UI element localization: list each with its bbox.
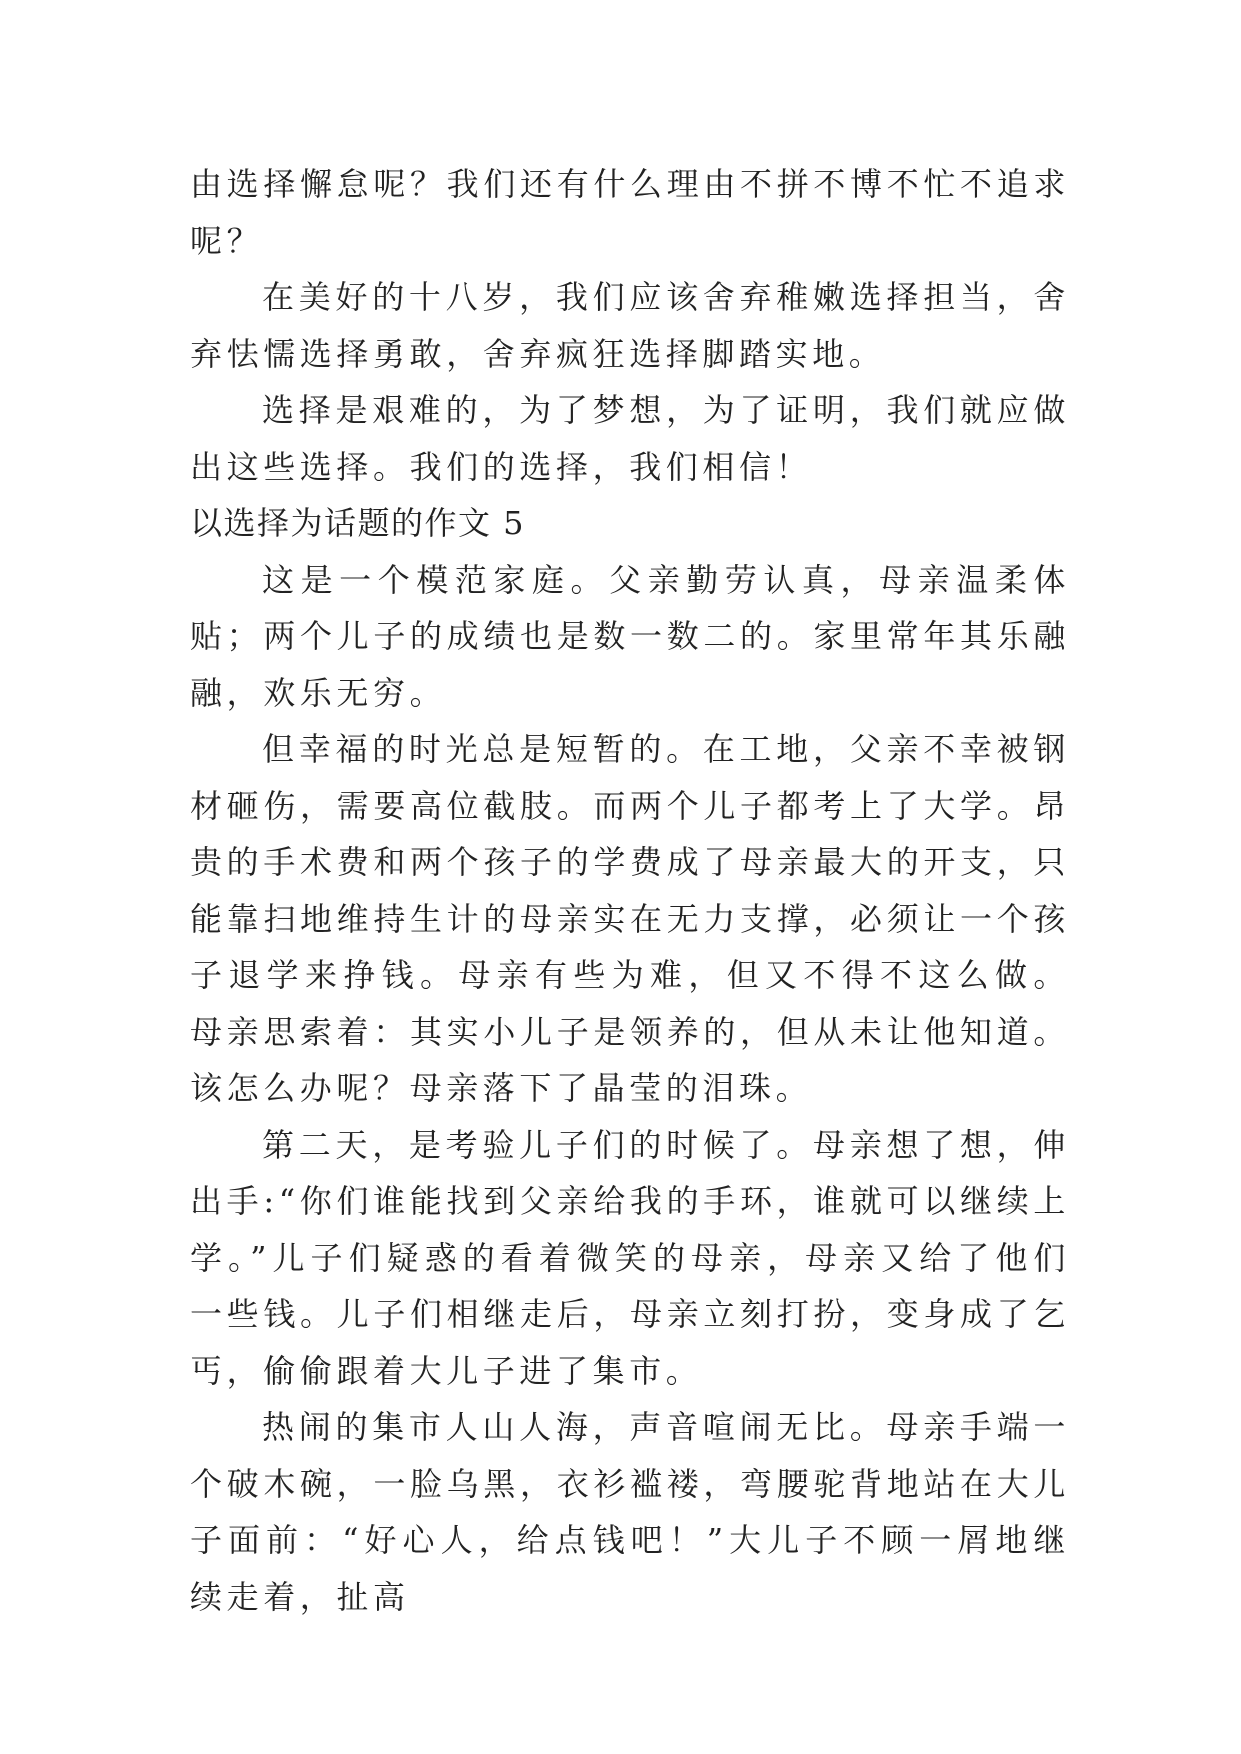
continuation-paragraph: 由选择懈怠呢？我们还有什么理由不拼不博不忙不追求呢？	[190, 165, 1070, 260]
paragraph: 热闹的集市人山人海，声音喧闹无比。母亲手端一个破木碗，一脸乌黑，衣衫褴褛，弯腰驼背地站在大儿子面前：“好心人，给点钱吧！”大儿子不顾一屑地继续走着，扯高	[190, 1408, 1070, 1616]
document-body	[190, 156, 1070, 1625]
paragraph: 在美好的十八岁，我们应该舍弃稚嫩选择担当，舍弃怯懦选择勇敢，舍弃疯狂选择脚踏实地。	[190, 278, 1070, 373]
paragraph: 选择是艰难的，为了梦想，为了证明，我们就应做出这些选择。我们的选择，我们相信！	[190, 391, 1070, 486]
paragraph: 这是一个模范家庭。父亲勤劳认真，母亲温柔体贴；两个儿子的成绩也是数一数二的。家里常年其乐融融，欢乐无穷。	[190, 560, 1070, 712]
paragraph: 第二天，是考验儿子们的时候了。母亲想了想，伸出手:“你们谁能找到父亲给我的手环，谁就可以继续上学。”儿子们疑惑的看着微笑的母亲，母亲又给了他们一些钱。儿子们相继走后，母亲立刻打扮，变身成了乞丐，偷偷跟着大儿子进了集市。	[190, 1125, 1070, 1390]
section-heading: 以选择为话题的作文 5	[190, 504, 526, 542]
paragraph: 但幸福的时光总是短暂的。在工地，父亲不幸被钢材砸伤，需要高位截肢。而两个儿子都考上了大学。昂贵的手术费和两个孩子的学费成了母亲最大的开支，只能靠扫地维持生计的母亲实在无力支撑，必须让一个孩子退学来挣钱。母亲有些为难，但又不得不这么做。 母亲思索着：其实小儿子是领养的，但从未让他知道。该怎么办呢？母亲落下了晶莹的泪珠。	[190, 730, 1070, 1107]
